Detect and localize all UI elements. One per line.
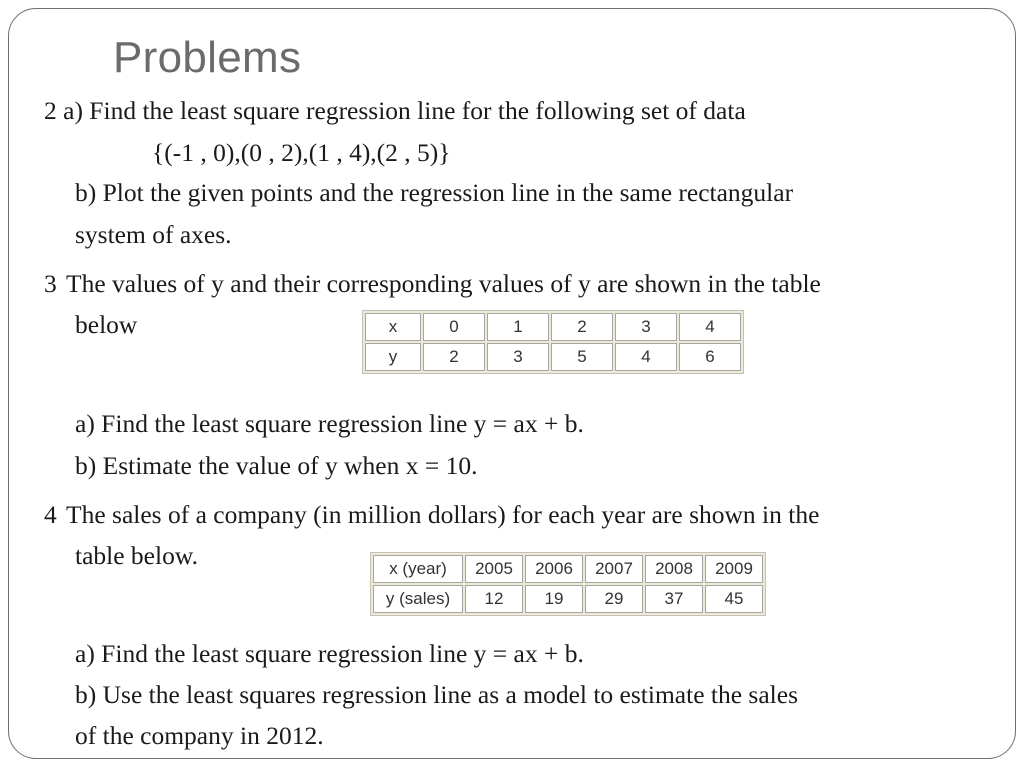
table-cell: 12	[465, 585, 523, 613]
table-cell: x	[365, 313, 421, 341]
table-cell: 2	[551, 313, 613, 341]
table-cell: 0	[423, 313, 485, 341]
problem-4-part-b-line-1: b) Use the least squares regression line as a model to estimate the sales	[75, 680, 798, 709]
problem-4-number: 4	[44, 500, 57, 529]
problem-3-table	[362, 310, 744, 374]
problem-3-part-a: a) Find the least square regression line y = ax + b.	[75, 409, 584, 438]
problem-3-line-1: The values of y and their corresponding values of y are shown in the table	[66, 269, 821, 298]
problem-3-line-2: below	[75, 310, 138, 339]
problem-3-part-b: b) Estimate the value of y when x = 10.	[75, 451, 478, 480]
problem-4-part-a: a) Find the least square regression line y = ax + b.	[75, 639, 584, 668]
table-cell: 3	[615, 313, 677, 341]
table-cell: 5	[551, 343, 613, 371]
problem-2-data-set: {(-1 , 0),(0 , 2),(1 , 4),(2 , 5)}	[152, 138, 451, 167]
table-cell: 2008	[645, 555, 703, 583]
table-row	[365, 343, 741, 371]
problem-4-line-1: The sales of a company (in million dollars) for each year are shown in the	[66, 500, 820, 529]
table-cell: 29	[585, 585, 643, 613]
problem-2-part-b-line-2: system of axes.	[75, 220, 232, 249]
table-cell: y	[365, 343, 421, 371]
table-cell: 19	[525, 585, 583, 613]
problem-2-part-a: 2 a) Find the least square regression line for the following set of data	[44, 96, 746, 125]
table-cell: 4	[615, 343, 677, 371]
table-row	[373, 555, 763, 583]
table-cell: 2005	[465, 555, 523, 583]
table-cell: 45	[705, 585, 763, 613]
problem-3-number: 3	[44, 269, 57, 298]
table-cell: 1	[487, 313, 549, 341]
slide-title: Problems	[113, 33, 302, 82]
table-cell: x (year)	[373, 555, 463, 583]
table-row	[373, 585, 763, 613]
table-cell: 37	[645, 585, 703, 613]
table-cell: 2009	[705, 555, 763, 583]
table-row	[365, 313, 741, 341]
table-cell: 4	[679, 313, 741, 341]
problem-4-line-2: table below.	[75, 541, 198, 570]
table-cell: 2007	[585, 555, 643, 583]
problem-2-part-b-line-1: b) Plot the given points and the regression line in the same rectangular	[75, 178, 794, 207]
table-cell: 6	[679, 343, 741, 371]
table-cell: 3	[487, 343, 549, 371]
table-cell: y (sales)	[373, 585, 463, 613]
table-cell: 2	[423, 343, 485, 371]
table-cell: 2006	[525, 555, 583, 583]
problem-4-part-b-line-2: of the company in 2012.	[75, 721, 324, 750]
problem-4-table	[370, 552, 766, 616]
